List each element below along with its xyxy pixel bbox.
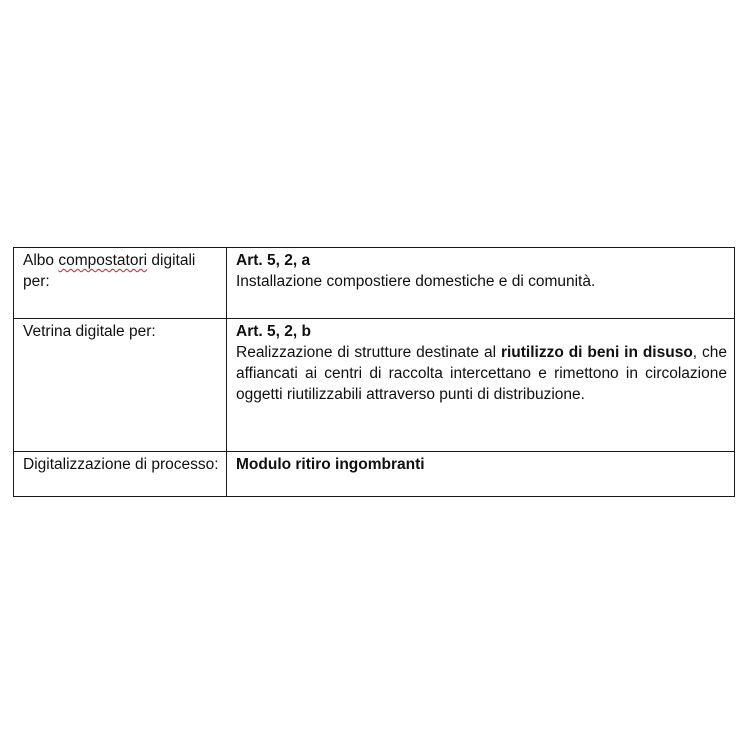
description-text: Realizzazione di strutture destinate al [236,344,501,361]
row-content-albo [227,248,735,319]
article-reference: Art. 5, 2, b [236,323,311,340]
misspelled-word: compostatori [58,252,148,269]
document-table [13,247,735,497]
table-row [14,248,735,319]
description-text: , che affiancati ai centri di raccolta intercettano e rimettono in circolazione oggetti riutilizzabili attraverso punti di distribuzione. [236,344,728,403]
article-description [236,342,727,405]
row-label-albo [14,248,227,319]
article-description: Installazione compostiere domestiche e di comunità. [236,273,596,290]
row-content-digitalizzazione [227,452,735,497]
label-prefix: Albo [23,252,59,269]
module-title: Modulo ritiro ingombranti [236,456,425,473]
table-row [14,319,735,452]
row-content-vetrina [227,319,735,452]
table-row [14,452,735,497]
row-label-vetrina: Vetrina digitale per: [14,319,227,452]
article-reference: Art. 5, 2, a [236,252,311,269]
label-suffix: digitali per: [23,252,196,290]
row-label-digitalizzazione: Digitalizzazione di processo: [14,452,227,497]
description-bold-text: riutilizzo di beni in disuso [500,344,693,361]
